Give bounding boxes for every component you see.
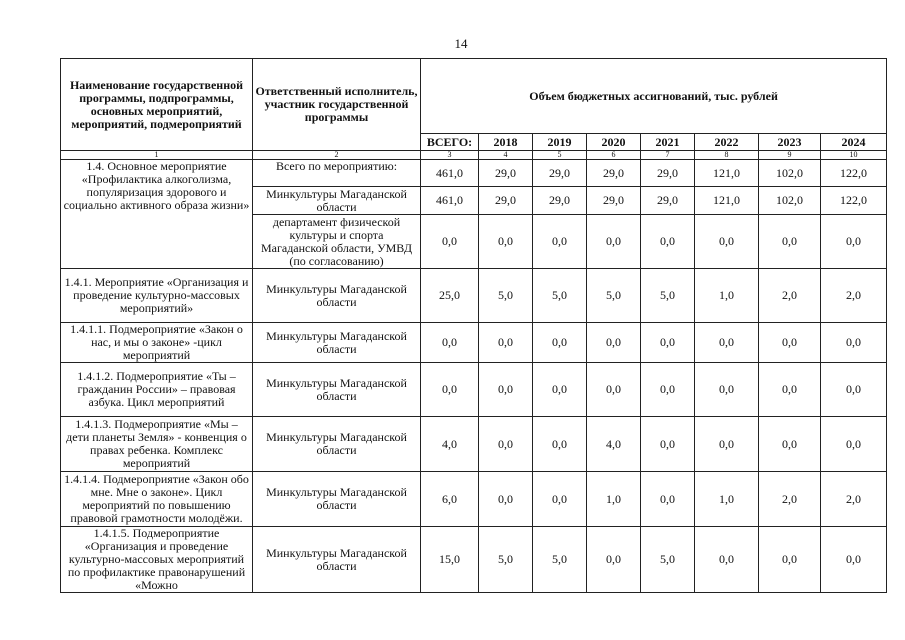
- table-row: [61, 269, 887, 323]
- value-cell: 5,0: [479, 527, 533, 593]
- executor-cell: Минкультуры Магаданской области: [253, 417, 421, 472]
- value-cell: 0,0: [759, 363, 821, 417]
- value-cell: 6,0: [421, 472, 479, 527]
- header-total: ВСЕГО:: [421, 134, 479, 151]
- value-cell: 0,0: [695, 527, 759, 593]
- value-cell: 0,0: [759, 323, 821, 363]
- value-cell: 0,0: [641, 323, 695, 363]
- value-cell: 0,0: [759, 215, 821, 269]
- table-row: [61, 527, 887, 593]
- value-cell: 0,0: [421, 363, 479, 417]
- value-cell: 0,0: [533, 323, 587, 363]
- value-cell: 0,0: [695, 215, 759, 269]
- column-number: 9: [759, 151, 821, 160]
- value-cell: 0,0: [479, 417, 533, 472]
- value-cell: 0,0: [587, 323, 641, 363]
- value-cell: 29,0: [533, 160, 587, 187]
- header-year: 2023: [759, 134, 821, 151]
- value-cell: 29,0: [641, 160, 695, 187]
- page-number: 14: [454, 36, 468, 51]
- column-number: 8: [695, 151, 759, 160]
- value-cell: 29,0: [587, 187, 641, 215]
- budget-table: [60, 58, 887, 593]
- value-cell: 4,0: [421, 417, 479, 472]
- value-cell: 102,0: [759, 187, 821, 215]
- value-cell: 0,0: [479, 215, 533, 269]
- value-cell: 0,0: [821, 363, 887, 417]
- value-cell: 0,0: [695, 417, 759, 472]
- value-cell: 121,0: [695, 187, 759, 215]
- header-executor-column: Ответственный исполнитель, участник государственной программы: [253, 59, 421, 151]
- value-cell: 0,0: [479, 323, 533, 363]
- value-cell: 5,0: [533, 527, 587, 593]
- value-cell: 0,0: [641, 472, 695, 527]
- column-number: 2: [253, 151, 421, 160]
- column-number: 7: [641, 151, 695, 160]
- executor-cell: Минкультуры Магаданской области: [253, 527, 421, 593]
- header-year: 2022: [695, 134, 759, 151]
- value-cell: 0,0: [421, 215, 479, 269]
- value-cell: 1,0: [587, 472, 641, 527]
- value-cell: 0,0: [421, 323, 479, 363]
- header-year: 2024: [821, 134, 887, 151]
- value-cell: 0,0: [759, 417, 821, 472]
- header-name-column: Наименование государственной программы, подпрограммы, основных мероприятий, мероприятий, подмероприятий: [61, 59, 253, 151]
- table-row: [61, 472, 887, 527]
- table-row: [61, 363, 887, 417]
- value-cell: 0,0: [641, 363, 695, 417]
- item-name-cell: 1.4.1.4. Подмероприятие «Закон обо мне. Мне о законе». Цикл мероприятий по повышению правовой грамотности молодёжи.: [61, 472, 253, 527]
- item-name-cell: 1.4.1. Мероприятие «Организация и проведение культурно-массовых мероприятий»: [61, 269, 253, 323]
- value-cell: 121,0: [695, 160, 759, 187]
- value-cell: 0,0: [641, 417, 695, 472]
- value-cell: 29,0: [479, 187, 533, 215]
- value-cell: 2,0: [821, 472, 887, 527]
- value-cell: 0,0: [821, 417, 887, 472]
- executor-cell: Минкультуры Магаданской области: [253, 323, 421, 363]
- item-name-cell: 1.4.1.2. Подмероприятие «Ты – гражданин России» – правовая азбука. Цикл мероприятий: [61, 363, 253, 417]
- value-cell: 0,0: [533, 417, 587, 472]
- header-year: 2021: [641, 134, 695, 151]
- value-cell: 25,0: [421, 269, 479, 323]
- value-cell: 1,0: [695, 472, 759, 527]
- value-cell: 0,0: [759, 527, 821, 593]
- header-year: 2019: [533, 134, 587, 151]
- value-cell: 102,0: [759, 160, 821, 187]
- header-budget-column: Объем бюджетных ассигнований, тыс. рублей: [421, 59, 887, 134]
- value-cell: 0,0: [587, 527, 641, 593]
- value-cell: 4,0: [587, 417, 641, 472]
- value-cell: 29,0: [641, 187, 695, 215]
- value-cell: 15,0: [421, 527, 479, 593]
- executor-cell: Минкультуры Магаданской области: [253, 269, 421, 323]
- value-cell: 5,0: [533, 269, 587, 323]
- value-cell: 0,0: [695, 323, 759, 363]
- value-cell: 0,0: [587, 363, 641, 417]
- header-year: 2018: [479, 134, 533, 151]
- value-cell: 122,0: [821, 187, 887, 215]
- group-name-cell: 1.4. Основное мероприятие «Профилактика алкоголизма, популяризация здорового и социально активного образа жизни»: [61, 160, 253, 269]
- executor-cell: Минкультуры Магаданской области: [253, 187, 421, 215]
- value-cell: 0,0: [533, 363, 587, 417]
- value-cell: 461,0: [421, 160, 479, 187]
- column-number: 1: [61, 151, 253, 160]
- value-cell: 5,0: [641, 269, 695, 323]
- executor-cell: Всего по мероприятию:: [253, 160, 421, 187]
- executor-cell: Минкультуры Магаданской области: [253, 472, 421, 527]
- value-cell: 461,0: [421, 187, 479, 215]
- value-cell: 122,0: [821, 160, 887, 187]
- value-cell: 0,0: [533, 215, 587, 269]
- executor-cell: Минкультуры Магаданской области: [253, 363, 421, 417]
- value-cell: 2,0: [821, 269, 887, 323]
- value-cell: 5,0: [641, 527, 695, 593]
- header-year: 2020: [587, 134, 641, 151]
- item-name-cell: 1.4.1.5. Подмероприятие «Организация и проведение культурно-массовых мероприятий по профилактике правонарушений «Можно: [61, 527, 253, 593]
- column-number: 10: [821, 151, 887, 160]
- table-row: [61, 323, 887, 363]
- column-number: 6: [587, 151, 641, 160]
- value-cell: 0,0: [821, 527, 887, 593]
- table-row: [61, 160, 887, 187]
- value-cell: 0,0: [587, 215, 641, 269]
- executor-cell: департамент физической культуры и спорта Магаданской области, УМВД (по согласованию): [253, 215, 421, 269]
- value-cell: 5,0: [587, 269, 641, 323]
- value-cell: 0,0: [821, 215, 887, 269]
- item-name-cell: 1.4.1.3. Подмероприятие «Мы – дети планеты Земля» - конвенция о правах ребенка. Комплекс мероприятий: [61, 417, 253, 472]
- column-number: 5: [533, 151, 587, 160]
- item-name-cell: 1.4.1.1. Подмероприятие «Закон о нас, и мы о законе» -цикл мероприятий: [61, 323, 253, 363]
- column-number: 4: [479, 151, 533, 160]
- value-cell: 29,0: [533, 187, 587, 215]
- value-cell: 0,0: [479, 363, 533, 417]
- value-cell: 2,0: [759, 472, 821, 527]
- value-cell: 0,0: [821, 323, 887, 363]
- value-cell: 0,0: [695, 363, 759, 417]
- value-cell: 5,0: [479, 269, 533, 323]
- value-cell: 0,0: [533, 472, 587, 527]
- value-cell: 29,0: [587, 160, 641, 187]
- table-row: [61, 417, 887, 472]
- value-cell: 2,0: [759, 269, 821, 323]
- column-number: 3: [421, 151, 479, 160]
- value-cell: 0,0: [479, 472, 533, 527]
- value-cell: 1,0: [695, 269, 759, 323]
- value-cell: 29,0: [479, 160, 533, 187]
- value-cell: 0,0: [641, 215, 695, 269]
